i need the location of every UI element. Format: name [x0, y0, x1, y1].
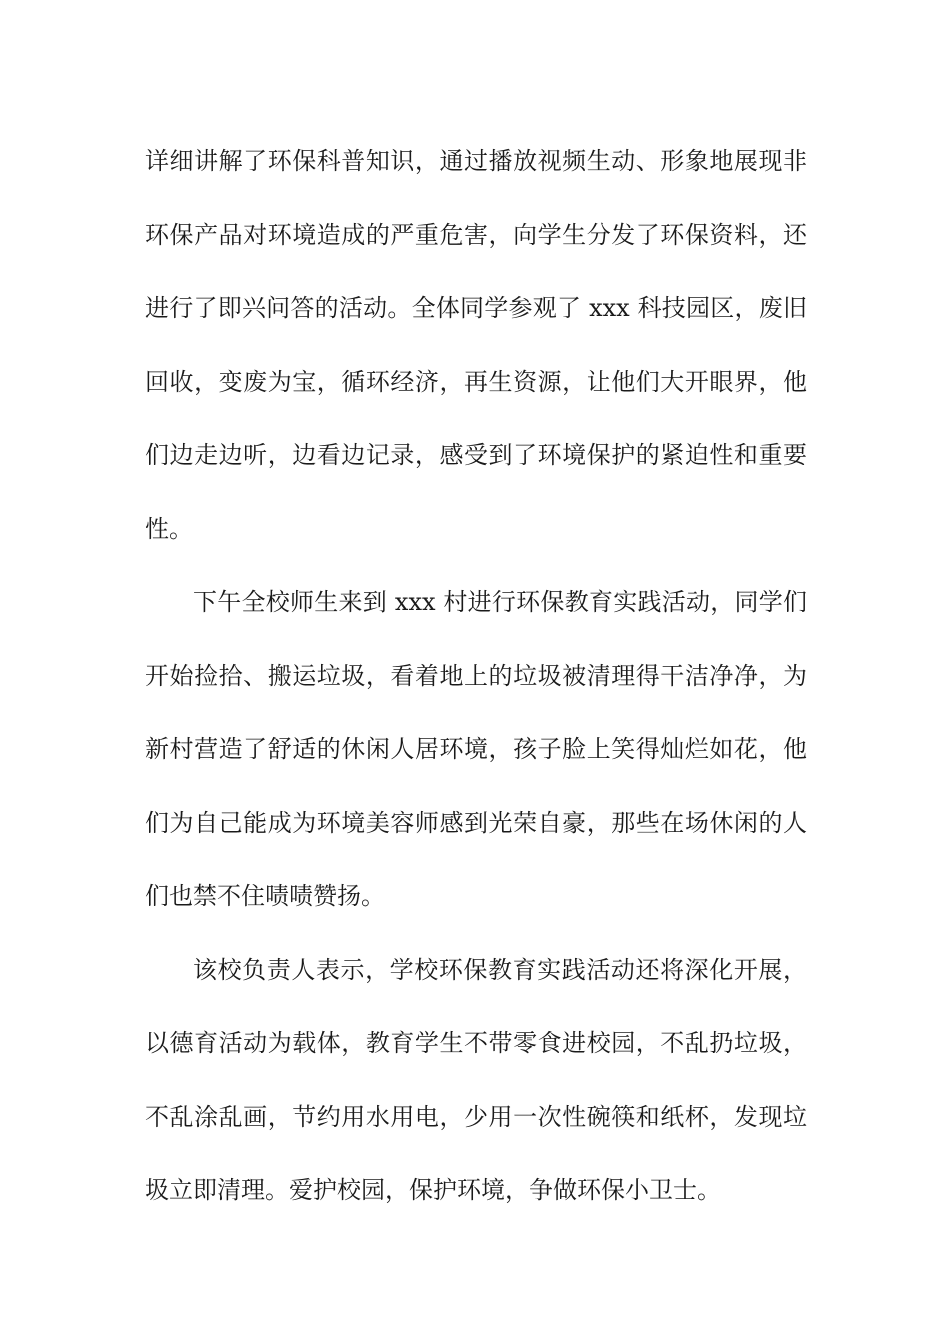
paragraph-2 [145, 566, 807, 934]
paragraph-line: 以德育活动为载体，教育学生不带零食进校园，不乱扔垃圾， [145, 1029, 807, 1057]
paragraph-line: 们为自己能成为环境美容师感到光荣自豪，那些在场休闲的人 [145, 808, 807, 837]
paragraph-line: 性。 [145, 514, 193, 543]
paragraph-line: 们也禁不住啧啧赞扬。 [145, 882, 385, 910]
paragraph-line: 详细讲解了环保科普知识，通过播放视频生动、形象地展现非 [145, 147, 807, 175]
paragraph-line: 不乱涂乱画，节约用水用电，少用一次性碗筷和纸杯，发现垃 [145, 1102, 807, 1131]
paragraph-1 [145, 125, 807, 566]
paragraph-line: 环保产品对环境造成的严重危害，向学生分发了环保资料，还 [145, 220, 807, 249]
paragraph-line: 该校负责人表示，学校环保教育实践活动还将深化开展， [193, 955, 807, 984]
paragraph-line: 们边走边听，边看边记录，感受到了环境保护的紧迫性和重要 [145, 441, 807, 469]
paragraph-line: 进行了即兴问答的活动。全体同学参观了 xxx 科技园区，废旧 [145, 294, 807, 322]
paragraph-line: 圾立即清理。爱护校园，保护环境，争做环保小卫士。 [145, 1176, 721, 1204]
paragraph-line: 下午全校师生来到 xxx 村进行环保教育实践活动，同学们 [193, 588, 807, 616]
paragraph-3 [145, 934, 807, 1228]
article-body [145, 125, 807, 1228]
paragraph-line: 开始捡拾、搬运垃圾，看着地上的垃圾被清理得干洁净净，为 [145, 661, 807, 690]
paragraph-line: 回收，变废为宝，循环经济，再生资源，让他们大开眼界，他 [145, 367, 807, 396]
paragraph-line: 新村营造了舒适的休闲人居环境，孩子脸上笑得灿烂如花，他 [145, 735, 807, 763]
